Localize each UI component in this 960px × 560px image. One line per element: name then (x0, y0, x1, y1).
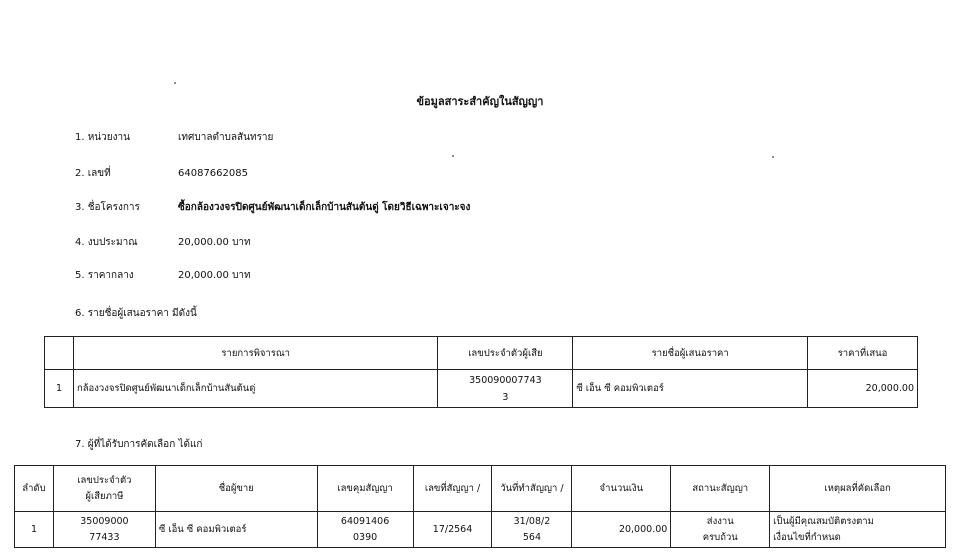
col-header-no (45, 337, 74, 370)
col-header-reason: เหตุผลที่คัดเลือก (770, 466, 946, 512)
col-header-bidder: รายชื่อผู้เสนอราคา (573, 337, 808, 370)
scan-speck (174, 82, 176, 84)
col-header-contract-date: วันที่ทำสัญญา / (492, 466, 572, 512)
cell-line: ส่งงาน (706, 515, 734, 527)
info-agency (75, 130, 273, 145)
cell-bidder: ซี เอ็น ซี คอมพิวเตอร์ (573, 370, 808, 408)
cell-contract-no: 17/2564 (413, 512, 492, 548)
col-header-tax-id: เลขประจำตัวผู้เสีย (438, 337, 573, 370)
info-budget (75, 235, 251, 250)
info-project (75, 200, 470, 215)
table-header-row (15, 466, 946, 512)
col-header-no: ลำดับ (15, 466, 54, 512)
section6-heading: 6. รายชื่อผู้เสนอราคา มีดังนี้ (75, 308, 197, 319)
info-value: 20,000.00 บาท (178, 237, 251, 248)
cell-line: เป็นผู้มีคุณสมบัติตรงตาม (773, 515, 874, 527)
header-line: ผู้เสียภาษี (85, 490, 124, 502)
cell-line: ครบถ้วน (702, 531, 738, 543)
cell-line: 564 (522, 531, 542, 543)
info-median-price (75, 268, 251, 283)
col-header-tax-id (53, 466, 155, 512)
col-header-status: สถานะสัญญา (671, 466, 770, 512)
tax-id-line: 3 (502, 391, 509, 403)
cell-tax-id (438, 370, 573, 408)
info-label: 2. เลขที่ (75, 168, 111, 179)
cell-line: 31/08/2 (513, 515, 551, 527)
cell-reason (770, 512, 946, 548)
page-title: ข้อมูลสาระสำคัญในสัญญา (416, 95, 544, 108)
cell-seller: ซี เอ็น ซี คอมพิวเตอร์ (155, 512, 317, 548)
col-header-price: ราคาที่เสนอ (808, 337, 918, 370)
info-label: 4. งบประมาณ (75, 237, 138, 248)
col-header-control-no: เลขคุมสัญญา (317, 466, 413, 512)
info-value: 20,000.00 บาท (178, 270, 251, 281)
col-header-contract-no: เลขที่สัญญา / (413, 466, 492, 512)
col-header-amount: จำนวนเงิน (572, 466, 671, 512)
awarded-table (14, 465, 946, 548)
header-line: เลขประจำตัว (77, 474, 132, 486)
cell-price: 20,000.00 (808, 370, 918, 408)
cell-line: 0390 (353, 531, 378, 543)
info-number (75, 166, 248, 181)
info-value: เทศบาลตำบลสันทราย (178, 132, 274, 143)
cell-tax-id (53, 512, 155, 548)
cell-amount: 20,000.00 (572, 512, 671, 548)
cell-line: 77433 (89, 531, 120, 543)
table-header-row (45, 337, 918, 370)
cell-line: เงื่อนไขที่กำหนด (773, 531, 841, 543)
cell-no: 1 (45, 370, 74, 408)
info-label: 1. หน่วยงาน (75, 132, 130, 143)
info-value: 64087662085 (178, 168, 248, 179)
tax-id-line: 350090007743 (469, 374, 542, 386)
scan-speck (452, 155, 454, 157)
cell-line: 64091406 (340, 515, 390, 527)
bidders-table (44, 336, 918, 408)
section7-heading: 7. ผู้ที่ได้รับการคัดเลือก ได้แก่ (75, 439, 203, 450)
cell-line: 35009000 (80, 515, 129, 527)
info-value: ซื้อกล้องวงจรปิดศูนย์พัฒนาเด็กเล็กบ้านสันต้นดู่ โดยวิธีเฉพาะเจาะจง (178, 202, 471, 213)
cell-no: 1 (15, 512, 54, 548)
cell-status (671, 512, 770, 548)
table-row (15, 512, 946, 548)
col-header-seller: ชื่อผู้ขาย (155, 466, 317, 512)
table-row (45, 370, 918, 408)
info-label: 3. ชื่อโครงการ (75, 202, 140, 213)
info-label: 5. ราคากลาง (75, 270, 134, 281)
cell-control-no (317, 512, 413, 548)
scan-speck (772, 156, 774, 158)
cell-item: กล้องวงจรปิดศูนย์พัฒนาเด็กเล็กบ้านสันต้นดู่ (73, 370, 437, 408)
cell-contract-date (492, 512, 572, 548)
col-header-item: รายการพิจารณา (73, 337, 437, 370)
